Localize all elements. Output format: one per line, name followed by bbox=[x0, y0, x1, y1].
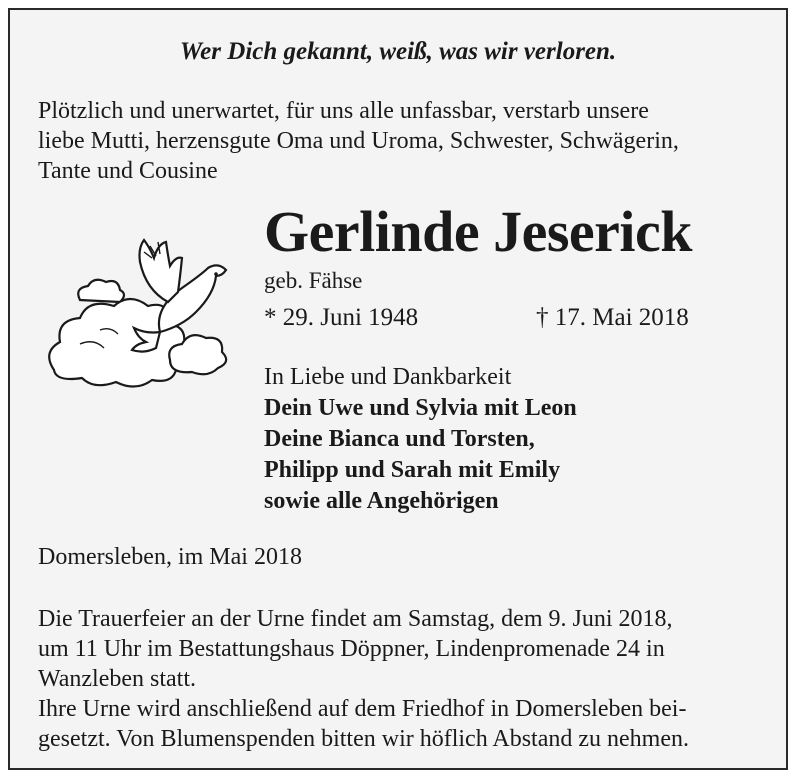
birth-date: * 29. Juni 1948 bbox=[264, 304, 419, 331]
obituary-frame bbox=[8, 8, 788, 770]
mourner-line: Deine Bianca und Torsten, bbox=[264, 426, 535, 452]
born-name: geb. Fähse bbox=[264, 268, 363, 293]
mourners-intro: In Liebe und Dankbarkeit bbox=[264, 364, 512, 390]
service-line: Ihre Urne wird anschließend auf dem Friedhof in Domersleben bei- bbox=[38, 696, 687, 722]
intro-line: Plötzlich und unerwartet, für uns alle unfassbar, verstarb unsere bbox=[38, 98, 649, 124]
mourner-line: Philipp und Sarah mit Emily bbox=[264, 457, 561, 483]
service-line: gesetzt. Von Blumenspenden bitten wir höflich Abstand zu nehmen. bbox=[38, 726, 689, 752]
deceased-name: Gerlinde Jeserick bbox=[264, 199, 693, 264]
mourners-block bbox=[264, 362, 577, 517]
service-line: Wanzleben statt. bbox=[38, 666, 197, 692]
intro-line: Tante und Cousine bbox=[38, 158, 218, 184]
intro-line: liebe Mutti, herzensgute Oma und Uroma, Schwester, Schwägerin, bbox=[38, 128, 679, 154]
intro-text bbox=[38, 96, 766, 186]
service-line: um 11 Uhr im Bestattungshaus Döppner, Lindenpromenade 24 in bbox=[38, 636, 665, 662]
motto: Wer Dich gekannt, weiß, was wir verloren. bbox=[179, 38, 617, 65]
dove-on-clouds-icon bbox=[40, 220, 240, 400]
place-date: Domersleben, im Mai 2018 bbox=[38, 544, 302, 570]
mourner-line: sowie alle Angehörigen bbox=[264, 488, 499, 514]
death-date: † 17. Mai 2018 bbox=[536, 304, 689, 331]
mourner-line: Dein Uwe und Sylvia mit Leon bbox=[264, 395, 577, 421]
service-info bbox=[38, 604, 766, 754]
service-line: Die Trauerfeier an der Urne findet am Samstag, dem 9. Juni 2018, bbox=[38, 606, 673, 632]
